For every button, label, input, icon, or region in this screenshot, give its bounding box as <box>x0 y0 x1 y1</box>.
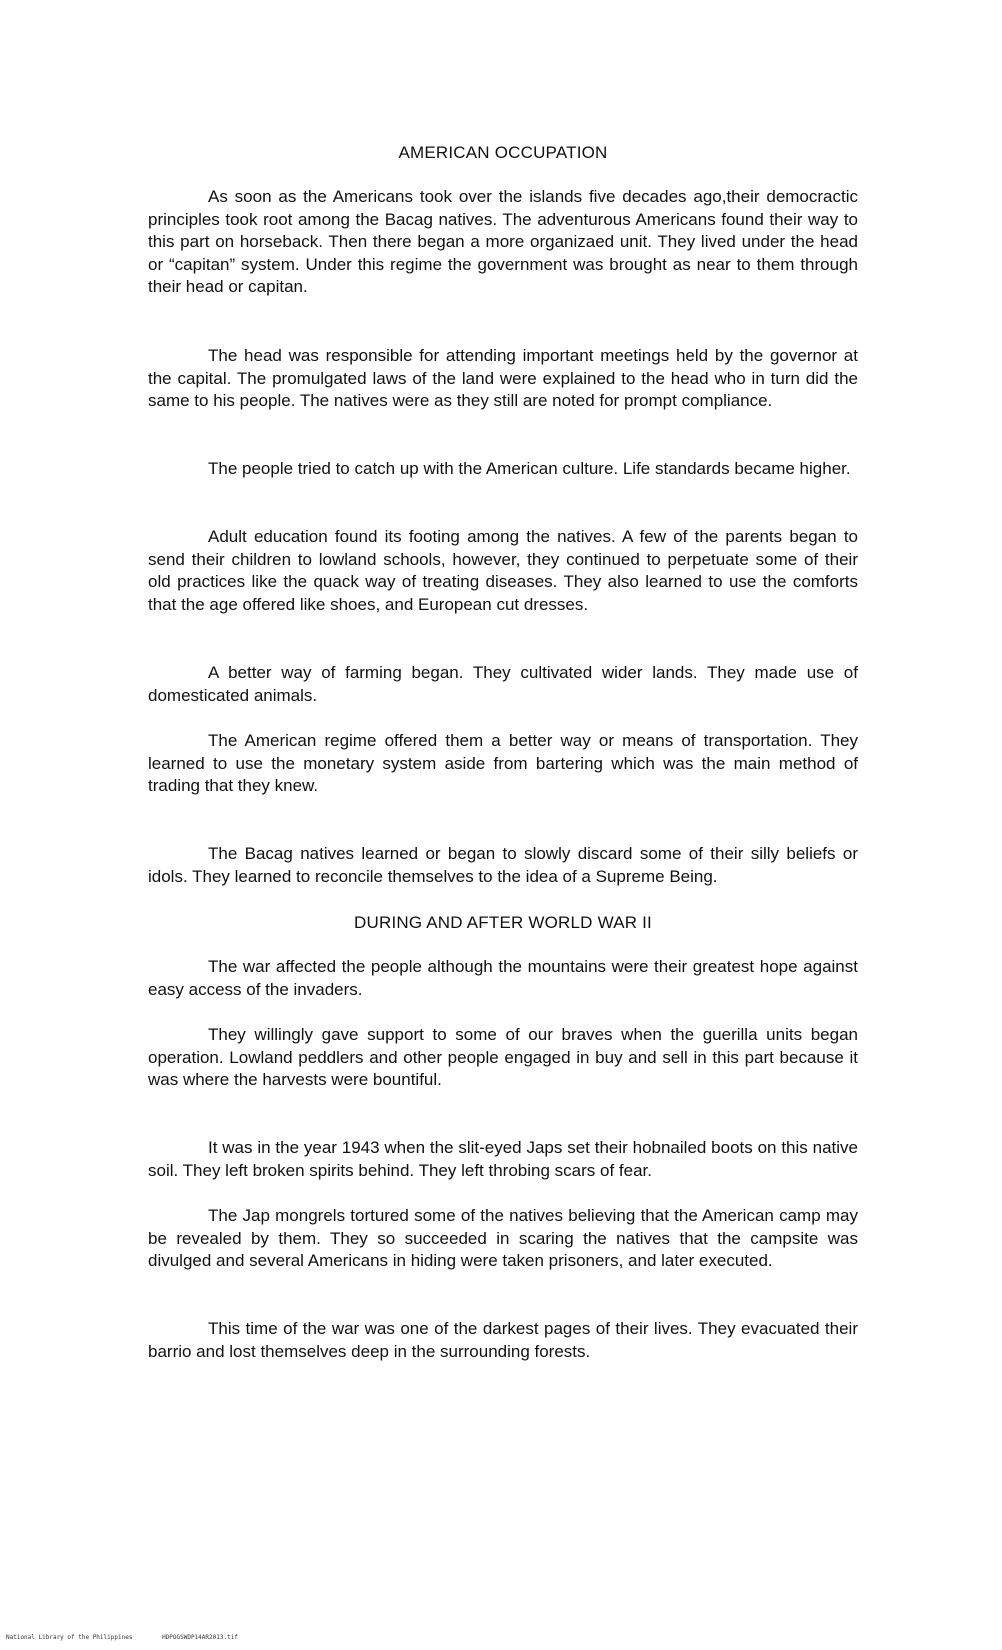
paragraph: As soon as the Americans took over the islands five decades ago,their democractic principles took root among the Bacag natives. The adventurous Americans found their way to this part on horseback. Then there began a more organizaed unit. They lived under the head or “capitan” system. Under this regime the government was brought as near to them through their head or capitan. <box>148 187 858 296</box>
paragraph: The war affected the people although the mountains were their greatest hope against easy access of the invaders. <box>148 957 858 999</box>
section-heading-world-war-ii: DURING AND AFTER WORLD WAR II <box>354 913 652 932</box>
paragraph: It was in the year 1943 when the slit-eyed Japs set their hobnailed boots on this native soil. They left broken spirits behind. They left throbing scars of fear. <box>148 1138 858 1180</box>
footer-file-code: HDPOGSWDP14AR2013.tif <box>162 1634 238 1641</box>
paragraph: A better way of farming began. They cultivated wider lands. They made use of domesticated animals. <box>148 663 858 705</box>
paragraph: The Jap mongrels tortured some of the natives believing that the American camp may be revealed by them. They so succeeded in scaring the natives that the campsite was divulged and several Americans in hiding were taken prisoners, and later executed. <box>148 1206 858 1270</box>
paragraph: The head was responsible for attending important meetings held by the governor at the capital. The promulgated laws of the land were explained to the head who in turn did the same to his people. The natives were as they still are noted for prompt compliance. <box>148 346 858 410</box>
paragraph: This time of the war was one of the darkest pages of their lives. They evacuated their barrio and lost themselves deep in the surrounding forests. <box>148 1319 858 1361</box>
document-page <box>148 0 858 1650</box>
scan-footer <box>6 1634 264 1642</box>
paragraph: The people tried to catch up with the American culture. Life standards became higher. <box>208 459 851 478</box>
paragraph: The American regime offered them a better way or means of transportation. They learned to use the monetary system aside from bartering which was the main method of trading that they knew. <box>148 731 858 795</box>
footer-library-name: National Library of the Philippines <box>6 1634 133 1641</box>
paragraph: Adult education found its footing among the natives. A few of the parents began to send their children to lowland schools, however, they continued to perpetuate some of their old practices like the quack way of treating diseases. They also learned to use the comforts that the age offered like shoes, and European cut dresses. <box>148 527 858 614</box>
section-heading-american-occupation: AMERICAN OCCUPATION <box>398 143 608 162</box>
paragraph: They willingly gave support to some of our braves when the guerilla units began operation. Lowland peddlers and other people engaged in buy and sell in this part because it was where the harvests were bountiful. <box>148 1025 858 1089</box>
paragraph: The Bacag natives learned or began to slowly discard some of their silly beliefs or idols. They learned to reconcile themselves to the idea of a Supreme Being. <box>148 844 858 886</box>
